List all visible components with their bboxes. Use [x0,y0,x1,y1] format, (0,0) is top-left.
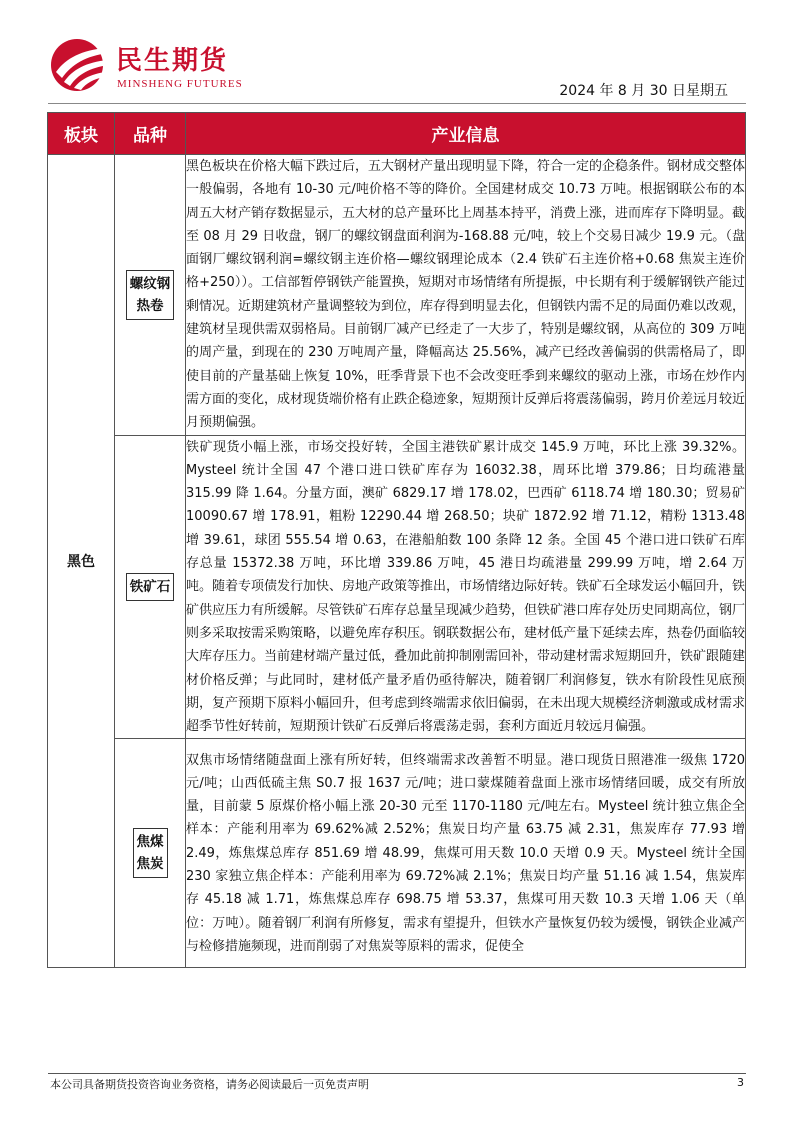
footer-divider [48,1073,746,1074]
brand-name: 民生期货 [116,46,229,76]
brand-name-english: MINSHENG FUTURES [117,78,243,90]
table-row [48,739,746,968]
info-text-iron-ore: 铁矿现货小幅上涨，市场交投好转，全国主港铁矿累计成交 145.9 万吨，环比上涨 39.32%。Mysteel 统计全国 47 个港口进口铁矿库存为 16032.38，周环比增 379.86；日均疏港量 315.99 降 1.64。分量方面，澳矿 6829.17 增 178.02，巴西矿 6118.74 增 180.30；贸易矿 10090.67 增 178.91，粗粉 12290.44 增 268.50；块矿 1872.92 增 71.12，精粉 1313.48 增 39.61，球团 555.54 增 0.63，在港船舶数 100 条降 12 条。全国 45 个港口进口铁矿石库存总量 15372.38 万吨，环比增 339.86 万吨，45 港日均疏港量 299.99 万吨，增 2.64 万吨。随着专项债发行加快、房地产政策等推出，市场情绪边际好转。铁矿石全球发运小幅回升，铁矿供应压力有所缓解。尽管铁矿石库存总量呈现减少趋势，但铁矿港口库存处历史同期高位，钢厂则多采取按需采购策略，以避免库存积压。钢联数据公布，建材低产量下延续去库，热卷仍面临较大库存压力。当前建材端产量过低，叠加此前抑制刚需回补，带动建材需求短期回升，铁矿跟随建材价格反弹；与此同时，建材低产量矛盾仍亟待解决，随着钢厂利润修复，铁水有阶段性见底预期，复产预期下原料小幅回升，但考虑到终端需求依旧偏弱，在未出现大规模经济刺激或成材需求超季节性好转前，短期预计铁矿石反弹后将震荡走弱，套利方面近月较远月偏强。 [186,439,746,735]
header-divider [48,103,746,104]
info-text-coking-coal: 双焦市场情绪随盘面上涨有所好转，但终端需求改善暂不明显。港口现货日照港准一级焦 1720 元/吨；山西低硫主焦 S0.7 报 1637 元/吨；进口蒙煤随着盘面上涨市场情绪回暖，成交有所放量，目前蒙 5 原煤价格小幅上涨 20-30 元至 1170-1180 元/吨左右。Mysteel 统计独立焦企全样本：产能利用率为 69.62%减 2.52%；焦炭日均产量 63.75 减 2.31，焦炭库存 77.93 增 2.49，炼焦煤总库存 851.69 增 48.99，焦煤可用天数 10.0 天增 0.9 天。Mysteel 统计全国 230 家独立焦企样本：产能利用率为 69.72%减 2.1%；焦炭日均产量 51.16 减 1.54，焦炭库存 45.18 减 1.71，炼焦煤总库存 698.75 增 53.37，焦煤可用天数 10.3 天增 1.06 天（单位：万吨）。随着钢厂利润有所修复，需求有望提升，但铁水产量恢复仍较为缓慢，钢铁企业减产与检修措施频现，进而削弱了对焦炭等原料的需求，促使全 [186,752,745,954]
sector-cell [48,155,115,968]
minsheng-logo-icon [50,38,110,92]
industry-info-table [47,112,746,968]
product-label-box [133,828,168,878]
column-header-sector: 板块 [48,113,115,155]
product-label-rebar: 螺纹钢 [129,275,171,292]
info-text-rebar: 黑色板块在价格大幅下跌过后，五大钢材产量出现明显下降，符合一定的企稳条件。钢材成交整体一般偏弱，各地有 10-30 元/吨价格不等的降价。全国建材成交 10.73 万吨。根据钢联公布的本周五大材产销存数据显示，五大材的总产量环比上周基本持平，消费上涨，进而库存下降明显。截至 08 月 29 日收盘，钢厂的螺纹钢盘面利润为-168.88 元/吨，较上个交易日减少 19.9 元。（盘面钢厂螺纹钢利润=螺纹钢主连价格—螺纹钢理论成本（2.4 铁矿石主连价格+0.68 焦炭主连价格+250））。工信部暂停钢铁产能置换，短期对市场情绪有所提振，中长期有利于缓解钢铁产能过剩情况。近期建筑材产量调整较为到位，库存得到明显去化，但钢铁内需不足的局面仍难以改观，建筑材呈现供需双弱格局。目前钢厂减产已经走了一大步了，特别是螺纹钢，从高位的 309 万吨的周产量，到现在的 230 万吨周产量，降幅高达 25.56%，减产已经改善偏弱的供需格局了，即使目前的产量基础上恢复 10%，旺季背景下也不会改变旺季到来螺纹的驱动上涨，市场在炒作内需方面的变化，成材现货端价格有止跌企稳迹象，短期预计反弹后将震荡偏弱，跨月价差远月较近月预期偏强。 [186,159,746,431]
report-date: 2024 年 8 月 30 日星期五 [559,83,728,99]
page-header [0,0,794,112]
product-cell-rebar [115,155,186,436]
info-cell-rebar [186,155,746,436]
disclaimer-note: 本公司具备期货投资咨询业务资格，请务必阅读最后一页免责声明 [50,1078,369,1091]
sector-label: 黑色 [67,554,95,571]
product-label-coke: 焦炭 [136,856,164,873]
info-cell-coking-coal [186,739,746,968]
page-number: 3 [737,1076,744,1089]
product-label-coking-coal: 焦煤 [136,834,164,851]
product-label-iron-ore: 铁矿石 [129,578,171,595]
product-label-box [126,270,175,320]
product-label-box [126,573,175,601]
product-cell-coking-coal [115,739,186,968]
column-header-industry-info: 产业信息 [186,113,746,155]
product-cell-iron-ore [115,435,186,739]
column-header-product: 品种 [115,113,186,155]
table-row [48,435,746,739]
table-header-row [48,113,746,155]
product-label-hot-rolled-coil: 热卷 [136,297,164,314]
info-cell-iron-ore [186,435,746,739]
table-row [48,155,746,436]
